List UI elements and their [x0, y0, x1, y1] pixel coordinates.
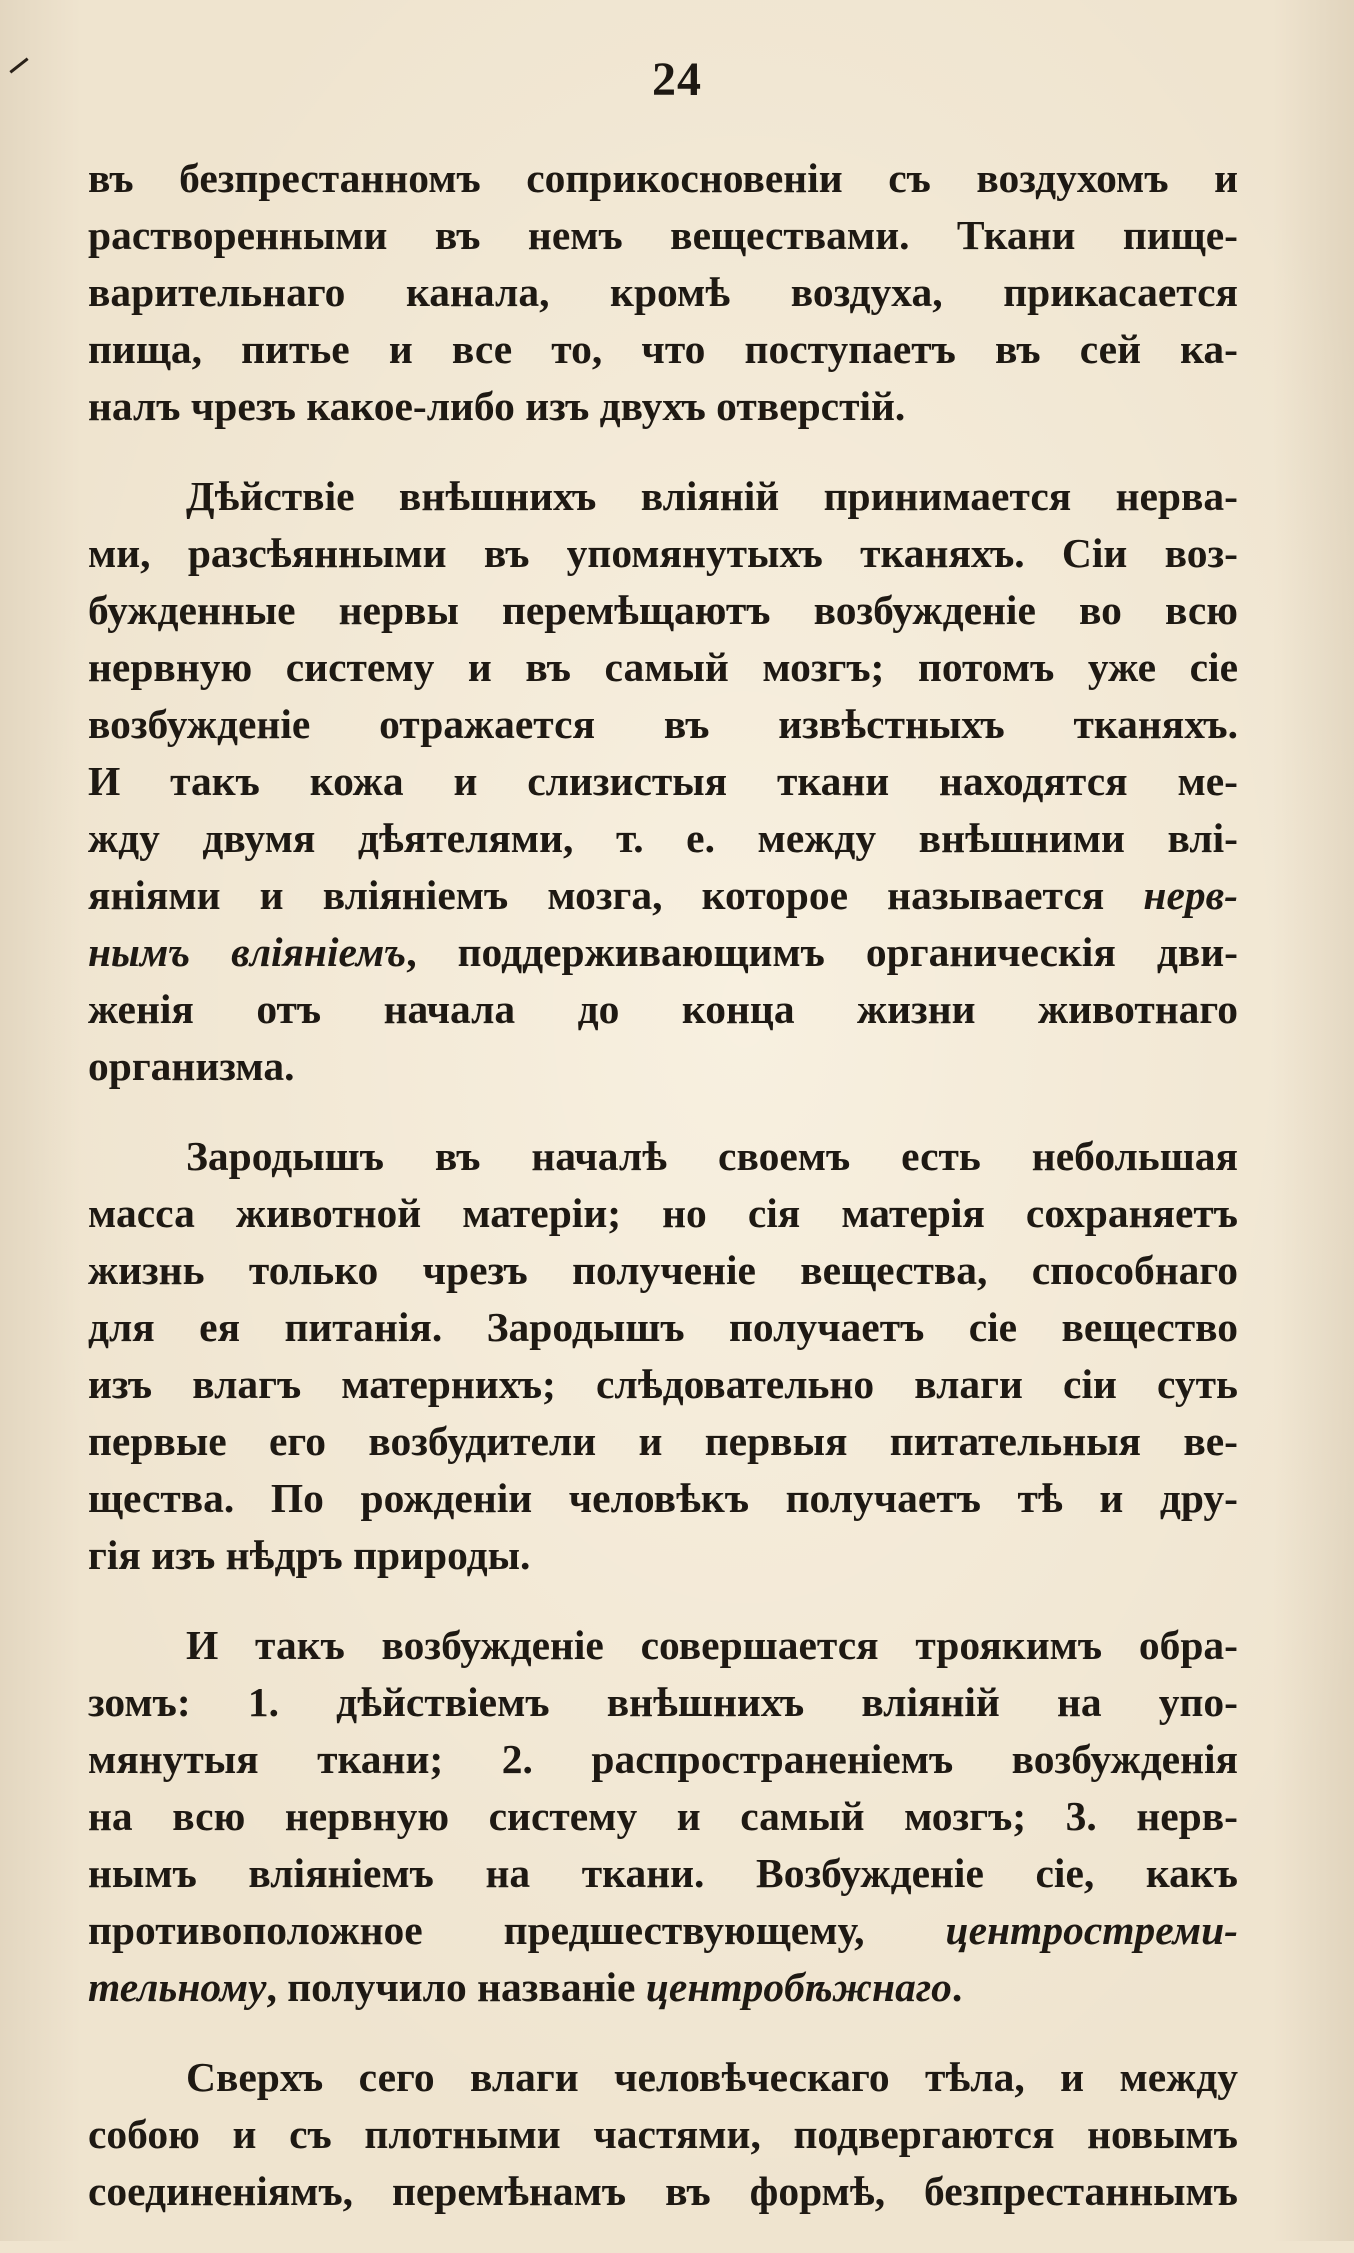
text-line: масса животной матеріи; но сія матерія сохраняетъ	[88, 1190, 1238, 1236]
text-line: мянутыя ткани; 2. распространеніемъ возбужденія	[88, 1736, 1238, 1782]
text-line: пища, питье и все то, что поступаетъ въ сей ка-	[88, 326, 1238, 372]
text-line: ми, разсѣянными въ упомянутыхъ тканяхъ. Сіи воз-	[88, 530, 1238, 576]
italic-term: центростреми-	[945, 1907, 1238, 1953]
text-line: въ безпрестанномъ соприкосновеніи съ воздухомъ и	[88, 155, 1238, 201]
text-line: нервную систему и въ самый мозгъ; потомъ уже сіе	[88, 644, 1238, 690]
text-line: жизнь только чрезъ полученіе вещества, способнаго	[88, 1247, 1238, 1293]
paragraph-5	[88, 2049, 1238, 2220]
text-line: Сверхъ сего влаги человѣческаго тѣла, и между	[186, 2054, 1238, 2100]
text-line: первые его возбудители и первыя питательныя ве-	[88, 1418, 1238, 1464]
text-line: соединеніямъ, перемѣнамъ въ формѣ, безпрестаннымъ	[88, 2168, 1238, 2214]
text-line: изъ влагъ матернихъ; слѣдовательно влаги сіи суть	[88, 1361, 1238, 1407]
paragraph-3	[88, 1128, 1238, 1584]
text-line: собою и съ плотными частями, подвергаются новымъ	[88, 2111, 1238, 2157]
text-line	[88, 1902, 1238, 1959]
text-line: щества. По рожденіи человѣкъ получаетъ тѣ и дру-	[88, 1475, 1238, 1521]
text-line: И такъ кожа и слизистыя ткани находятся ме-	[88, 758, 1238, 804]
text-line: И такъ возбужденіе совершается троякимъ обра-	[186, 1622, 1238, 1668]
text-line: жду двумя дѣятелями, т. е. между внѣшними влі-	[88, 815, 1238, 861]
text-line: бужденные нервы перемѣщаютъ возбужденіе во всю	[88, 587, 1238, 633]
text-line: организма.	[88, 1043, 295, 1089]
paragraph-2	[88, 468, 1238, 1095]
text-line: на всю нервную систему и самый мозгъ; 3. нерв-	[88, 1793, 1238, 1839]
paragraph-1	[88, 150, 1238, 435]
paragraph-4	[88, 1617, 1238, 2016]
text-line: налъ чрезъ какое-либо изъ двухъ отверстій.	[88, 383, 906, 429]
italic-term: центробѣжнаго	[645, 1964, 952, 2010]
text-fragment: .	[951, 1964, 963, 2010]
text-line	[88, 924, 1238, 981]
text-line: Зародышъ въ началѣ своемъ есть небольшая	[186, 1133, 1238, 1179]
body-text	[88, 150, 1238, 2253]
text-line: женія отъ начала до конца жизни животнаго	[88, 986, 1238, 1032]
text-line: возбужденіе отражается въ извѣстныхъ тканяхъ.	[88, 701, 1238, 747]
text-line: нымъ вліяніемъ на ткани. Возбужденіе сіе, какъ	[88, 1850, 1238, 1896]
text-line: зомъ: 1. дѣйствіемъ внѣшнихъ вліяній на упо-	[88, 1679, 1238, 1725]
italic-term: нерв-	[1143, 872, 1238, 918]
text-line: растворенными въ немъ веществами. Ткани пище-	[88, 212, 1238, 258]
text-fragment: яніями и вліяніемъ мозга, которое называется	[88, 872, 1105, 918]
italic-term: нымъ вліяніемъ	[88, 929, 407, 975]
text-line	[88, 1959, 1238, 2016]
text-fragment: противоположное предшествующему,	[88, 1907, 946, 1953]
text-line: Дѣйствіе внѣшнихъ вліяній принимается нерва-	[186, 473, 1238, 519]
text-line: для ея питанія. Зародышъ получаетъ сіе вещество	[88, 1304, 1238, 1350]
text-line: гія изъ нѣдръ природы.	[88, 1532, 531, 1578]
page-number: 24	[652, 53, 702, 106]
italic-term: тельному	[88, 1964, 267, 2010]
text-fragment: , получило названіе	[266, 1964, 646, 2010]
text-line: варительнаго канала, кромѣ воздуха, прикасается	[88, 269, 1238, 315]
text-line	[88, 867, 1238, 924]
text-fragment: , поддерживающимъ органическія дви-	[406, 929, 1238, 975]
